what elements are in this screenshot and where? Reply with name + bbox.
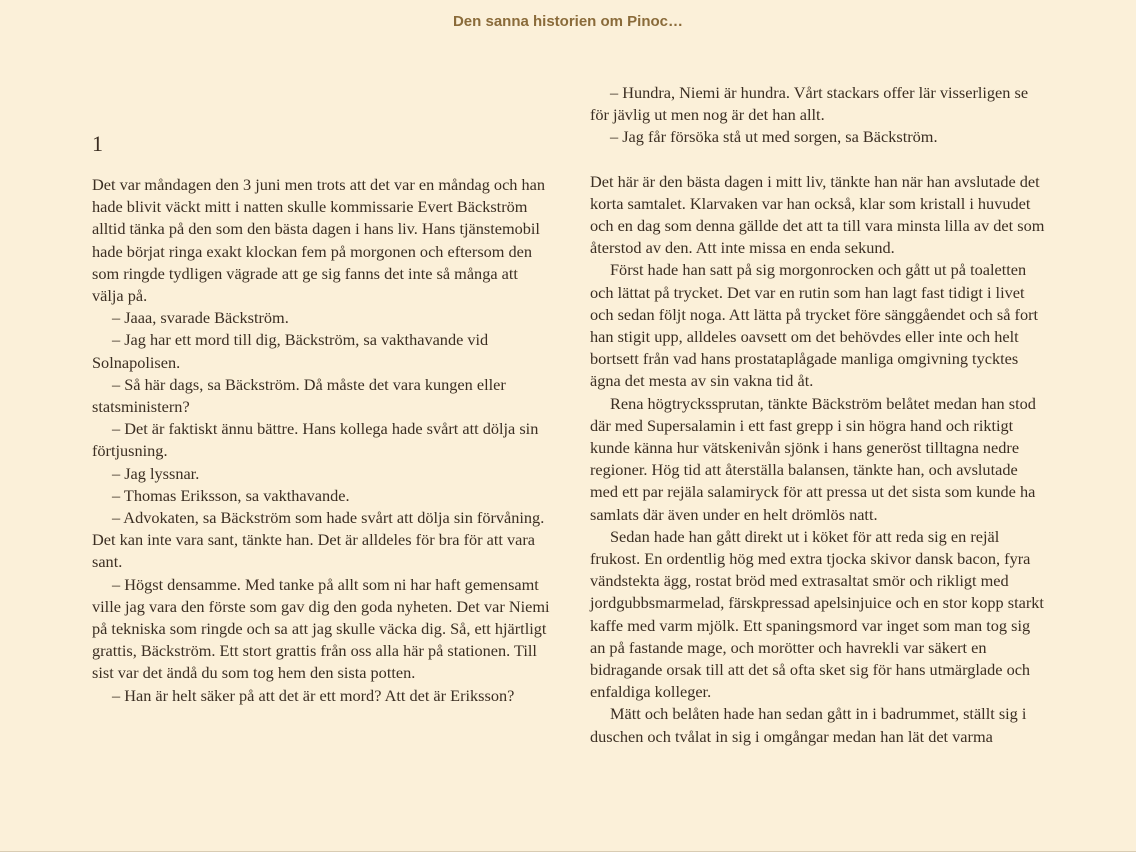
- paragraph: – Jaaa, svarade Bäckström.: [112, 308, 289, 328]
- paragraph: – Jag lyssnar.: [112, 463, 200, 483]
- paragraph: Först hade han satt på sig morgonrocken och gått ut på toaletten och lättat på trycket. Det var en rutin som han lagt fast tidigt i livet och sedan följt noga. Att lätta på trycket före sänggåendet och så fort han stigit upp, alldeles oavsett om det behövdes eller inte och helt bortsett från vad hans prostataplågade manliga omgivning tycktes ägna det mesta av sin vakna tid åt.: [590, 260, 1039, 391]
- right-page[interactable]: [590, 82, 1048, 748]
- paragraph: – Det är faktiskt ännu bättre. Hans kollega hade svårt att dölja sin förtjusning.: [92, 419, 539, 461]
- paragraph: – Hundra, Niemi är hundra. Vårt stackars offer lär visserligen se för jävlig ut men nog är det han allt.: [590, 83, 1029, 125]
- paragraph: – Advokaten, sa Bäckström som hade svårt att dölja sin förvåning. Det kan inte vara sant, tänkte han. Det är alldeles för bra för att vara sant.: [92, 508, 545, 572]
- paragraph: Rena högtryckssprutan, tänkte Bäckström belåtet medan han stod där med Supersalamin i ett fast grepp i sin högra hand och riktigt kunde känna hur vätskenivån sjönk i hans generöst tilltagna nedre regioner. Hög tid att återställa balansen, tänkte han, och avslutade med ett par rejäla salamiryck för att pressa ut det sista som kunde ha samlats där även under en helt drömlös natt.: [590, 393, 1036, 524]
- paragraph: – Thomas Eriksson, sa vakthavande.: [112, 485, 350, 505]
- paragraph: – Högst densamme. Med tanke på allt som ni har haft gemensamt ville jag vara den förste som gav dig den goda nyheten. Det var Niemi på tekniska som ringde och sa att jag skulle väcka dig. Så, ett hjärtligt grattis, Bäckström. Ett stort grattis från oss alla här på stationen. Till sist var det ändå du som tog hem den sista potten.: [92, 574, 550, 683]
- paragraph: Det här är den bästa dagen i mitt liv, tänkte han när han avslutade det korta samtalet. Klarvaken var han också, klar som kristall i huvudet och en dag som denna gällde det att ta till vara minsta lilla av det som återstod av den. Att inte missa en enda sekund.: [590, 171, 1045, 258]
- paragraph: – Jag har ett mord till dig, Bäckström, sa vakthavande vid Solnapolisen.: [92, 330, 489, 372]
- paragraph: Det var måndagen den 3 juni men trots att det var en måndag och han hade blivit väckt mitt i natten skulle kommissarie Evert Bäckström alltid tänka på den som den bästa dagen i hans liv. Hans tjänstemobil hade börjat ringa exakt klockan fem på morgonen och eftersom den som ringde tydligen vägrade att ge sig fanns det inte så många att välja på.: [92, 175, 546, 306]
- paragraph: – Jag får försöka stå ut med sorgen, sa Bäckström.: [610, 127, 938, 147]
- paragraph: – Han är helt säker på att det är ett mord? Att det är Eriksson?: [112, 685, 515, 705]
- paragraph: Sedan hade han gått direkt ut i köket för att reda sig en rejäl frukost. En ordentlig hög med extra tjocka skivor dansk bacon, fyra vändstekta ägg, rostat bröd med extrasaltat smör och rikligt med jordgubbsmarmelad, färskpressad apelsinjuice och en stor kopp starkt kaffe med varm mjölk. Ett spaningsmord var inget som man tog sig an på fastande mage, och morötter och havrekli var säkert en bidragande orsak till att det så ofta sket sig för hans utmärglade och enfaldiga kolleger.: [590, 526, 1044, 702]
- left-page[interactable]: [92, 174, 550, 707]
- paragraph: Mätt och belåten hade han sedan gått in i badrummet, ställt sig i duschen och tvålat in sig i omgångar medan han lät det varma: [590, 704, 1027, 746]
- paragraph: – Så här dags, sa Bäckström. Då måste det vara kungen eller statsministern?: [92, 374, 506, 417]
- chapter-number: 1: [92, 131, 103, 156]
- book-title-header[interactable]: Den sanna historien om Pinoc…: [452, 13, 684, 30]
